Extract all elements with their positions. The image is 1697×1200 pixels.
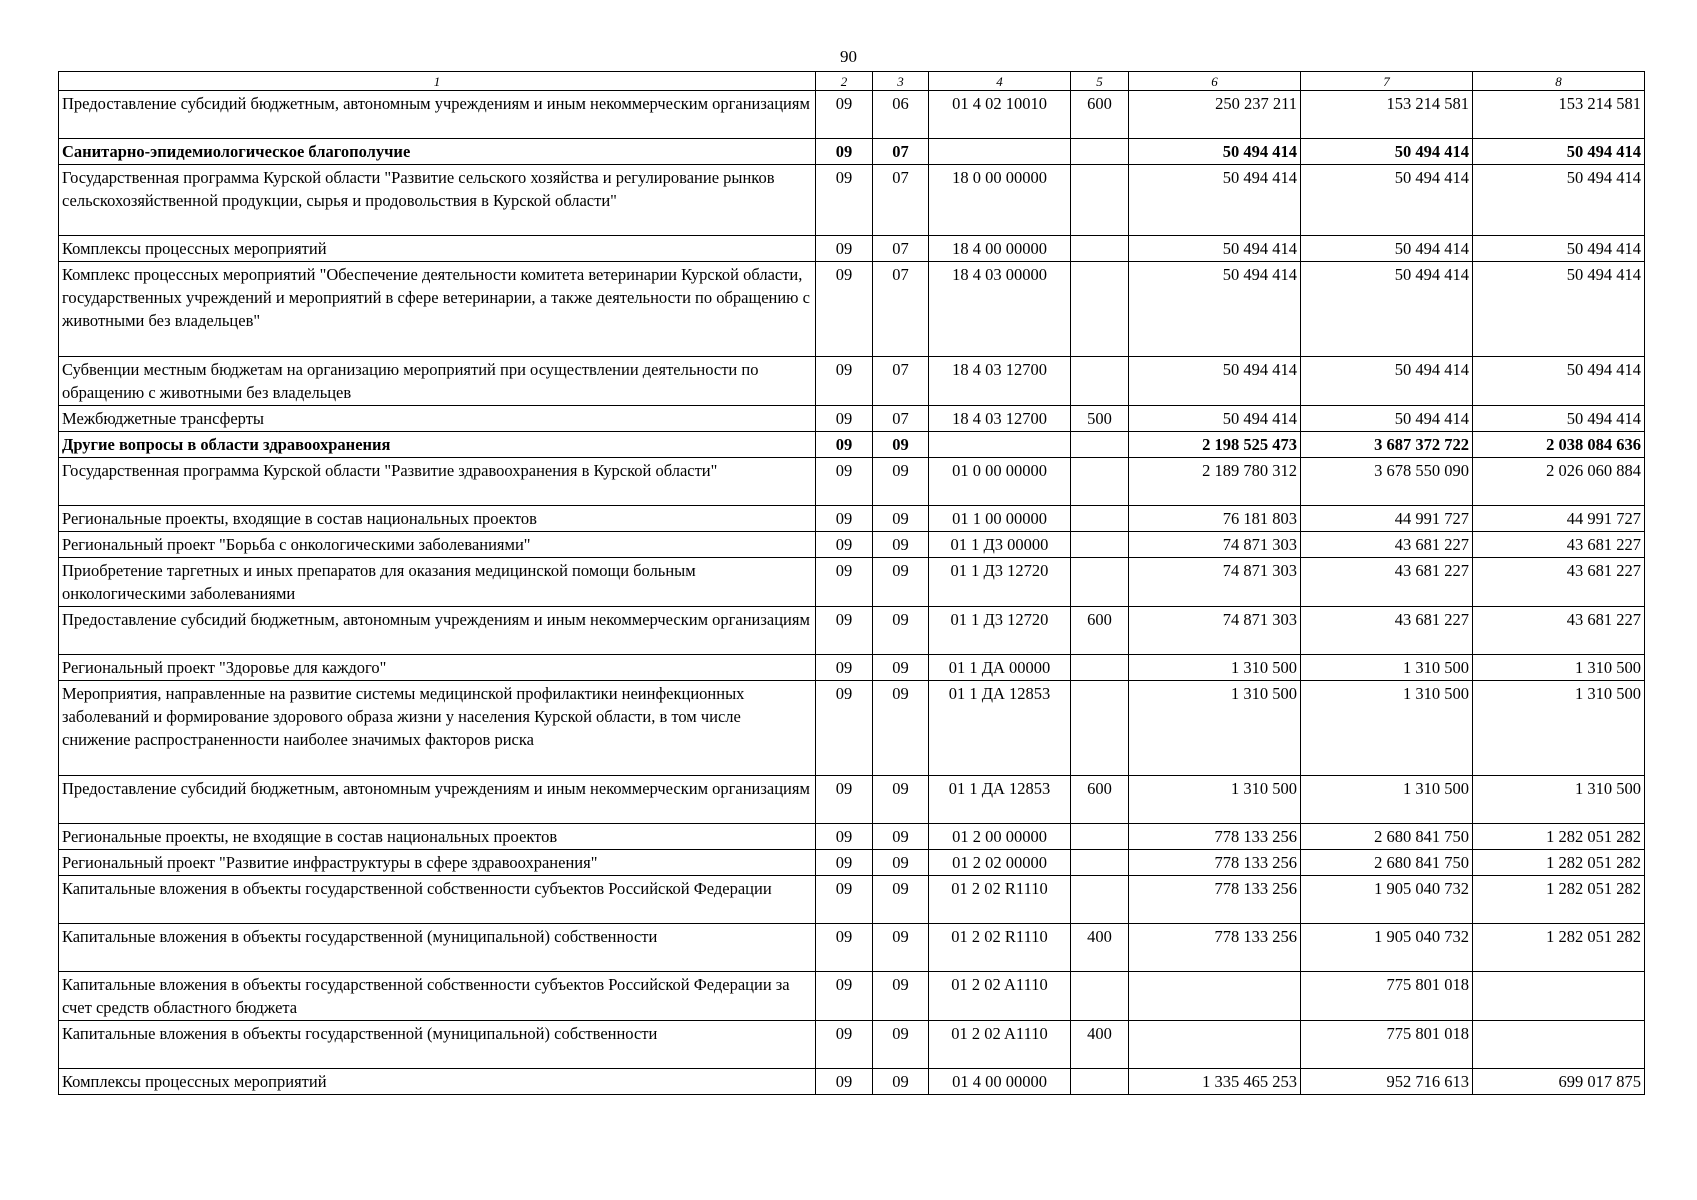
- amount-col7-cell: 775 801 018: [1301, 972, 1473, 1021]
- row-name-cell: Капитальные вложения в объекты государственной собственности субъектов Российской Федерации за счет средств областного бюджета: [59, 972, 816, 1021]
- section-code-cell: 09: [816, 91, 873, 139]
- target-article-cell: 01 4 02 10010: [929, 91, 1071, 139]
- section-code-cell: 09: [816, 972, 873, 1021]
- expense-type-cell: 400: [1071, 1021, 1129, 1069]
- target-article-cell: 01 2 00 00000: [929, 824, 1071, 850]
- target-article-cell: 01 4 00 00000: [929, 1069, 1071, 1095]
- table-row: [59, 406, 1645, 432]
- amount-col8-cell: 50 494 414: [1473, 357, 1645, 406]
- column-header: 2: [816, 72, 873, 91]
- table-row: [59, 262, 1645, 357]
- amount-col6-cell: [1129, 1021, 1301, 1069]
- table-row: [59, 824, 1645, 850]
- expense-type-cell: 400: [1071, 924, 1129, 972]
- amount-col8-cell: 2 026 060 884: [1473, 458, 1645, 506]
- target-article-cell: 18 4 03 00000: [929, 262, 1071, 357]
- amount-col8-cell: 153 214 581: [1473, 91, 1645, 139]
- subsection-code-cell: 06: [873, 91, 929, 139]
- amount-col7-cell: 44 991 727: [1301, 506, 1473, 532]
- subsection-code-cell: 07: [873, 357, 929, 406]
- expense-type-cell: [1071, 532, 1129, 558]
- target-article-cell: 01 1 ДА 12853: [929, 681, 1071, 776]
- subsection-code-cell: 07: [873, 236, 929, 262]
- expense-type-cell: [1071, 972, 1129, 1021]
- amount-col8-cell: 43 681 227: [1473, 532, 1645, 558]
- column-header: 4: [929, 72, 1071, 91]
- column-header: 1: [59, 72, 816, 91]
- amount-col6-cell: 2 198 525 473: [1129, 432, 1301, 458]
- amount-col8-cell: 44 991 727: [1473, 506, 1645, 532]
- amount-col7-cell: 2 680 841 750: [1301, 824, 1473, 850]
- amount-col6-cell: 50 494 414: [1129, 139, 1301, 165]
- section-code-cell: 09: [816, 532, 873, 558]
- row-name-cell: Капитальные вложения в объекты государственной (муниципальной) собственности: [59, 1021, 816, 1069]
- column-header: 6: [1129, 72, 1301, 91]
- target-article-cell: 01 2 02 00000: [929, 850, 1071, 876]
- subsection-code-cell: 07: [873, 406, 929, 432]
- amount-col8-cell: [1473, 1021, 1645, 1069]
- expense-type-cell: [1071, 681, 1129, 776]
- table-row: [59, 876, 1645, 924]
- amount-col7-cell: 43 681 227: [1301, 558, 1473, 607]
- subsection-code-cell: 09: [873, 972, 929, 1021]
- expense-type-cell: 600: [1071, 91, 1129, 139]
- expense-type-cell: [1071, 165, 1129, 236]
- section-code-cell: 09: [816, 432, 873, 458]
- subsection-code-cell: 09: [873, 824, 929, 850]
- amount-col6-cell: 778 133 256: [1129, 850, 1301, 876]
- column-header: 5: [1071, 72, 1129, 91]
- table-row: [59, 139, 1645, 165]
- section-code-cell: 09: [816, 262, 873, 357]
- table-row: [59, 558, 1645, 607]
- expense-type-cell: [1071, 432, 1129, 458]
- amount-col6-cell: 1 310 500: [1129, 776, 1301, 824]
- target-article-cell: 01 1 Д3 00000: [929, 532, 1071, 558]
- target-article-cell: 01 0 00 00000: [929, 458, 1071, 506]
- amount-col6-cell: 50 494 414: [1129, 236, 1301, 262]
- table-row: [59, 607, 1645, 655]
- section-code-cell: 09: [816, 1069, 873, 1095]
- amount-col7-cell: 775 801 018: [1301, 1021, 1473, 1069]
- expense-type-cell: [1071, 1069, 1129, 1095]
- amount-col6-cell: 50 494 414: [1129, 406, 1301, 432]
- expense-type-cell: [1071, 262, 1129, 357]
- expense-type-cell: [1071, 824, 1129, 850]
- amount-col6-cell: 778 133 256: [1129, 876, 1301, 924]
- amount-col6-cell: [1129, 972, 1301, 1021]
- table-row: [59, 655, 1645, 681]
- target-article-cell: 18 4 03 12700: [929, 406, 1071, 432]
- amount-col6-cell: 74 871 303: [1129, 558, 1301, 607]
- section-code-cell: 09: [816, 458, 873, 506]
- subsection-code-cell: 09: [873, 532, 929, 558]
- amount-col6-cell: 50 494 414: [1129, 262, 1301, 357]
- row-name-cell: Региональный проект "Борьба с онкологическими заболеваниями": [59, 532, 816, 558]
- column-header: 8: [1473, 72, 1645, 91]
- subsection-code-cell: 09: [873, 558, 929, 607]
- row-name-cell: Санитарно-эпидемиологическое благополучие: [59, 139, 816, 165]
- expense-type-cell: [1071, 655, 1129, 681]
- section-code-cell: 09: [816, 357, 873, 406]
- amount-col8-cell: 2 038 084 636: [1473, 432, 1645, 458]
- amount-col7-cell: 3 678 550 090: [1301, 458, 1473, 506]
- amount-col7-cell: 153 214 581: [1301, 91, 1473, 139]
- table-row: [59, 924, 1645, 972]
- target-article-cell: 01 2 02 R1110: [929, 924, 1071, 972]
- amount-col6-cell: 250 237 211: [1129, 91, 1301, 139]
- target-article-cell: 01 1 Д3 12720: [929, 558, 1071, 607]
- table-row: [59, 532, 1645, 558]
- amount-col8-cell: 1 310 500: [1473, 681, 1645, 776]
- amount-col7-cell: 952 716 613: [1301, 1069, 1473, 1095]
- expense-type-cell: [1071, 357, 1129, 406]
- target-article-cell: 01 2 02 R1110: [929, 876, 1071, 924]
- amount-col6-cell: 74 871 303: [1129, 532, 1301, 558]
- row-name-cell: Региональный проект "Здоровье для каждого": [59, 655, 816, 681]
- subsection-code-cell: 09: [873, 876, 929, 924]
- section-code-cell: 09: [816, 406, 873, 432]
- subsection-code-cell: 07: [873, 165, 929, 236]
- target-article-cell: 01 1 00 00000: [929, 506, 1071, 532]
- row-name-cell: Предоставление субсидий бюджетным, автономным учреждениям и иным некоммерческим организациям: [59, 91, 816, 139]
- amount-col8-cell: 43 681 227: [1473, 607, 1645, 655]
- section-code-cell: 09: [816, 506, 873, 532]
- amount-col6-cell: 50 494 414: [1129, 357, 1301, 406]
- table-row: [59, 236, 1645, 262]
- subsection-code-cell: 09: [873, 681, 929, 776]
- section-code-cell: 09: [816, 165, 873, 236]
- amount-col8-cell: 50 494 414: [1473, 406, 1645, 432]
- amount-col7-cell: 50 494 414: [1301, 139, 1473, 165]
- amount-col8-cell: 1 310 500: [1473, 655, 1645, 681]
- section-code-cell: 09: [816, 876, 873, 924]
- expense-type-cell: 600: [1071, 607, 1129, 655]
- row-name-cell: Региональный проект "Развитие инфраструктуры в сфере здравоохранения": [59, 850, 816, 876]
- amount-col7-cell: 43 681 227: [1301, 532, 1473, 558]
- subsection-code-cell: 07: [873, 139, 929, 165]
- table-row: [59, 776, 1645, 824]
- amount-col8-cell: 50 494 414: [1473, 165, 1645, 236]
- table-row: [59, 165, 1645, 236]
- expense-type-cell: [1071, 850, 1129, 876]
- amount-col6-cell: 778 133 256: [1129, 924, 1301, 972]
- subsection-code-cell: 09: [873, 655, 929, 681]
- amount-col8-cell: 1 282 051 282: [1473, 924, 1645, 972]
- amount-col7-cell: 1 310 500: [1301, 655, 1473, 681]
- amount-col8-cell: 43 681 227: [1473, 558, 1645, 607]
- row-name-cell: Капитальные вложения в объекты государственной (муниципальной) собственности: [59, 924, 816, 972]
- expense-type-cell: [1071, 236, 1129, 262]
- amount-col8-cell: 1 282 051 282: [1473, 824, 1645, 850]
- section-code-cell: 09: [816, 776, 873, 824]
- expense-type-cell: [1071, 506, 1129, 532]
- amount-col6-cell: 1 335 465 253: [1129, 1069, 1301, 1095]
- amount-col8-cell: [1473, 972, 1645, 1021]
- table-row: [59, 357, 1645, 406]
- row-name-cell: Комплексы процессных мероприятий: [59, 1069, 816, 1095]
- section-code-cell: 09: [816, 236, 873, 262]
- subsection-code-cell: 09: [873, 432, 929, 458]
- amount-col6-cell: 50 494 414: [1129, 165, 1301, 236]
- section-code-cell: 09: [816, 139, 873, 165]
- subsection-code-cell: 09: [873, 458, 929, 506]
- expense-type-cell: 500: [1071, 406, 1129, 432]
- row-name-cell: Комплекс процессных мероприятий "Обеспечение деятельности комитета ветеринарии Курской области, государственных учреждений и мероприятий в сфере ветеринарии, а также деятельности по обращению с животными без владельцев": [59, 262, 816, 357]
- amount-col6-cell: 1 310 500: [1129, 681, 1301, 776]
- row-name-cell: Предоставление субсидий бюджетным, автономным учреждениям и иным некоммерческим организациям: [59, 607, 816, 655]
- target-article-cell: 18 0 00 00000: [929, 165, 1071, 236]
- table-row: [59, 1069, 1645, 1095]
- expense-type-cell: [1071, 558, 1129, 607]
- target-article-cell: 01 1 Д3 12720: [929, 607, 1071, 655]
- table-row: [59, 850, 1645, 876]
- amount-col7-cell: 2 680 841 750: [1301, 850, 1473, 876]
- row-name-cell: Комплексы процессных мероприятий: [59, 236, 816, 262]
- amount-col7-cell: 1 310 500: [1301, 681, 1473, 776]
- amount-col8-cell: 1 310 500: [1473, 776, 1645, 824]
- row-name-cell: Региональные проекты, не входящие в состав национальных проектов: [59, 824, 816, 850]
- expense-type-cell: [1071, 876, 1129, 924]
- table-row: [59, 458, 1645, 506]
- target-article-cell: 18 4 03 12700: [929, 357, 1071, 406]
- amount-col7-cell: 1 310 500: [1301, 776, 1473, 824]
- subsection-code-cell: 09: [873, 776, 929, 824]
- subsection-code-cell: 09: [873, 924, 929, 972]
- row-name-cell: Государственная программа Курской области "Развитие здравоохранения в Курской области": [59, 458, 816, 506]
- row-name-cell: Мероприятия, направленные на развитие системы медицинской профилактики неинфекционных заболеваний и формирование здорового образа жизни у населения Курской области, в том числе снижение распространенности наиболее значимых факторов риска: [59, 681, 816, 776]
- budget-table: [58, 71, 1645, 1095]
- amount-col6-cell: 1 310 500: [1129, 655, 1301, 681]
- row-name-cell: Субвенции местным бюджетам на организацию мероприятий при осуществлении деятельности по обращению с животными без владельцев: [59, 357, 816, 406]
- amount-col6-cell: 778 133 256: [1129, 824, 1301, 850]
- row-name-cell: Приобретение таргетных и иных препаратов для оказания медицинской помощи больным онкологическими заболеваниями: [59, 558, 816, 607]
- target-article-cell: 01 1 ДА 12853: [929, 776, 1071, 824]
- section-code-cell: 09: [816, 607, 873, 655]
- amount-col7-cell: 50 494 414: [1301, 236, 1473, 262]
- section-code-cell: 09: [816, 924, 873, 972]
- section-code-cell: 09: [816, 558, 873, 607]
- amount-col7-cell: 1 905 040 732: [1301, 876, 1473, 924]
- table-row: [59, 506, 1645, 532]
- column-header: 7: [1301, 72, 1473, 91]
- subsection-code-cell: 09: [873, 607, 929, 655]
- column-header-row: [59, 72, 1645, 91]
- table-row: [59, 432, 1645, 458]
- target-article-cell: 18 4 00 00000: [929, 236, 1071, 262]
- expense-type-cell: 600: [1071, 776, 1129, 824]
- target-article-cell: 01 2 02 A1110: [929, 972, 1071, 1021]
- section-code-cell: 09: [816, 824, 873, 850]
- target-article-cell: [929, 139, 1071, 165]
- amount-col8-cell: 50 494 414: [1473, 262, 1645, 357]
- amount-col8-cell: 50 494 414: [1473, 236, 1645, 262]
- amount-col7-cell: 50 494 414: [1301, 165, 1473, 236]
- table-row: [59, 91, 1645, 139]
- target-article-cell: 01 2 02 A1110: [929, 1021, 1071, 1069]
- row-name-cell: Другие вопросы в области здравоохранения: [59, 432, 816, 458]
- table-row: [59, 972, 1645, 1021]
- page-number: 90: [840, 47, 857, 66]
- table-row: [59, 1021, 1645, 1069]
- subsection-code-cell: 07: [873, 262, 929, 357]
- amount-col8-cell: 1 282 051 282: [1473, 850, 1645, 876]
- target-article-cell: 01 1 ДА 00000: [929, 655, 1071, 681]
- section-code-cell: 09: [816, 655, 873, 681]
- subsection-code-cell: 09: [873, 850, 929, 876]
- expense-type-cell: [1071, 458, 1129, 506]
- row-name-cell: Региональные проекты, входящие в состав национальных проектов: [59, 506, 816, 532]
- amount-col8-cell: 50 494 414: [1473, 139, 1645, 165]
- amount-col6-cell: 2 189 780 312: [1129, 458, 1301, 506]
- amount-col7-cell: 1 905 040 732: [1301, 924, 1473, 972]
- table-body: [59, 91, 1645, 1095]
- subsection-code-cell: 09: [873, 506, 929, 532]
- amount-col6-cell: 74 871 303: [1129, 607, 1301, 655]
- row-name-cell: Межбюджетные трансферты: [59, 406, 816, 432]
- row-name-cell: Государственная программа Курской области "Развитие сельского хозяйства и регулирование рынков сельскохозяйственной продукции, сырья и продовольствия в Курской области": [59, 165, 816, 236]
- amount-col7-cell: 3 687 372 722: [1301, 432, 1473, 458]
- amount-col8-cell: 699 017 875: [1473, 1069, 1645, 1095]
- amount-col8-cell: 1 282 051 282: [1473, 876, 1645, 924]
- section-code-cell: 09: [816, 850, 873, 876]
- amount-col6-cell: 76 181 803: [1129, 506, 1301, 532]
- section-code-cell: 09: [816, 681, 873, 776]
- section-code-cell: 09: [816, 1021, 873, 1069]
- amount-col7-cell: 50 494 414: [1301, 357, 1473, 406]
- table-row: [59, 681, 1645, 776]
- column-header: 3: [873, 72, 929, 91]
- expense-type-cell: [1071, 139, 1129, 165]
- subsection-code-cell: 09: [873, 1021, 929, 1069]
- target-article-cell: [929, 432, 1071, 458]
- amount-col7-cell: 50 494 414: [1301, 262, 1473, 357]
- row-name-cell: Предоставление субсидий бюджетным, автономным учреждениям и иным некоммерческим организациям: [59, 776, 816, 824]
- subsection-code-cell: 09: [873, 1069, 929, 1095]
- row-name-cell: Капитальные вложения в объекты государственной собственности субъектов Российской Федерации: [59, 876, 816, 924]
- amount-col7-cell: 43 681 227: [1301, 607, 1473, 655]
- amount-col7-cell: 50 494 414: [1301, 406, 1473, 432]
